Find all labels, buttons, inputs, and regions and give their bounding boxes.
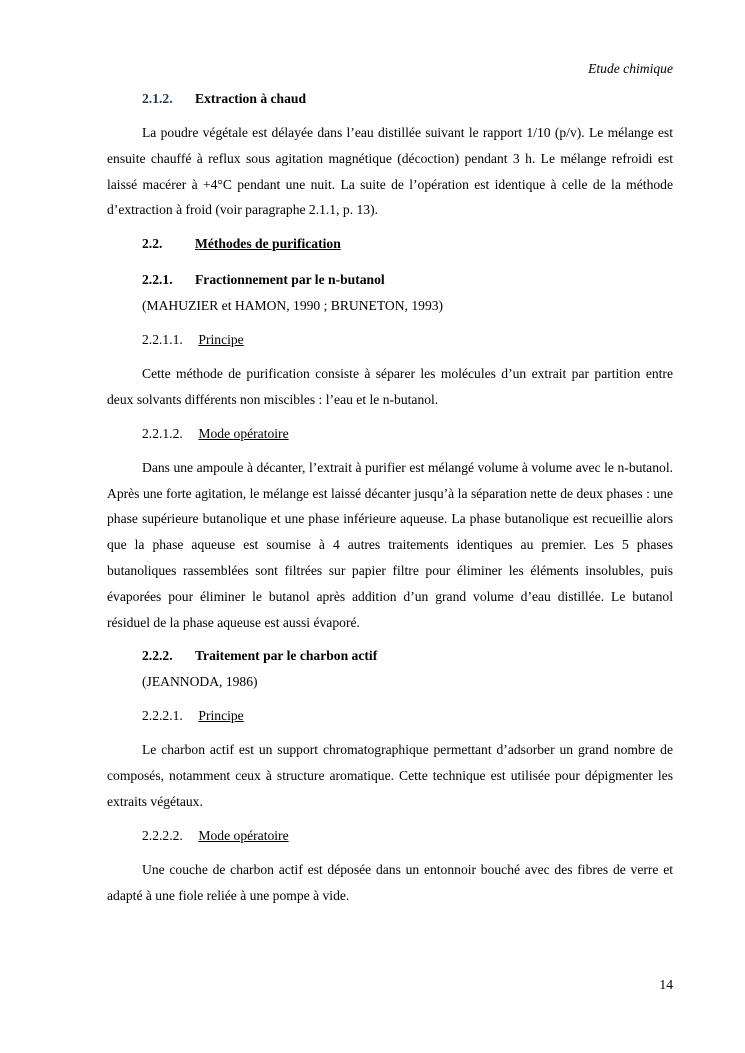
- section-number: 2.2.1.: [142, 272, 173, 288]
- subsection-heading-2-2-1-1: [107, 327, 673, 353]
- subsection-number: 2.2.1.2.: [142, 425, 183, 441]
- section-title: Extraction à chaud: [195, 91, 307, 106]
- subsection-heading-2-2-1-2: [107, 421, 673, 447]
- section-number: 2.2.: [142, 236, 163, 252]
- paragraph-mode-operatoire-charbon: Une couche de charbon actif est déposée dans un entonnoir bouché avec des fibres de verre et adapté à une fiole reliée à une pompe à vide.: [107, 861, 673, 903]
- subsection-number: 2.2.2.1.: [142, 708, 183, 724]
- page-number: 14: [659, 977, 673, 992]
- section-title: Traitement par le charbon actif: [195, 648, 378, 664]
- subsection-title: Principe: [198, 332, 244, 348]
- section-number: 2.2.2.: [142, 648, 173, 664]
- subsection-title: Principe: [198, 708, 244, 724]
- section-heading-2-2-1: [107, 267, 673, 293]
- section-heading-2-1-2: [107, 86, 673, 112]
- section-heading-2-2: [107, 231, 673, 257]
- subsection-number: 2.2.2.2.: [142, 827, 183, 843]
- subsection-heading-2-2-2-2: [107, 823, 673, 849]
- subsection-title: Mode opératoire: [198, 827, 289, 843]
- reference-citation: (MAHUZIER et HAMON, 1990 ; BRUNETON, 1993): [142, 298, 444, 314]
- subsection-heading-2-2-2-1: [107, 703, 673, 729]
- section-title: Méthodes de purification: [195, 236, 341, 252]
- running-header: Etude chimique: [588, 61, 673, 76]
- reference-citation: (JEANNODA, 1986): [142, 674, 258, 690]
- paragraph-principe-butanol: Cette méthode de purification consiste à séparer les molécules d’un extrait par partition entre deux solvants différents non miscibles : l’eau et le n-butanol.: [107, 366, 673, 407]
- paragraph-mode-operatoire-butanol: Dans une ampoule à décanter, l’extrait à purifier est mélangé volume à volume avec le n-butanol. Après une forte agitation, le mélange est laissé décanter jusqu’à la séparation nette de deux phases : une phase supérieure butanolique et une phase inférieure aqueuse. La phase butanolique est recueillie alors que la phase aqueuse est soumise à 4 autres traitements identiques au premier. Les 5 phases butanoliques rassemblées sont filtrées sur papier filtre pour éliminer les éléments insolubles, puis évaporées pour éliminer le butanol après addition d’un grand volume d’eau distillée. Le butanol résiduel de la phase aqueuse est aussi évaporé.: [107, 459, 673, 630]
- paragraph-principe-charbon: Le charbon actif est un support chromatographique permettant d’adsorber un grand nombre de composés, notamment ceux à structure aromatique. Cette technique est utilisée pour dépigmenter les extraits végétaux.: [107, 742, 673, 809]
- subsection-title: Mode opératoire: [198, 425, 289, 441]
- subsection-number: 2.2.1.1.: [142, 332, 183, 348]
- paragraph-extraction-a-chaud: La poudre végétale est délayée dans l’eau distillée suivant le rapport 1/10 (p/v). Le mélange est ensuite chauffé à reflux sous agitation magnétique (décoction) pendant 3 h. Le mélange refroidi est laissé macérer à +4°C pendant une nuit. La suite de l’opération est identique à celle de la méthode d’extraction à froid (voir paragraphe 2.1.1, p. 13).: [107, 125, 673, 218]
- page-content: [107, 86, 673, 908]
- section-heading-2-2-2: [107, 643, 673, 669]
- section-title: Fractionnement par le n-butanol: [195, 272, 385, 288]
- section-number: 2.1.2.: [142, 91, 173, 106]
